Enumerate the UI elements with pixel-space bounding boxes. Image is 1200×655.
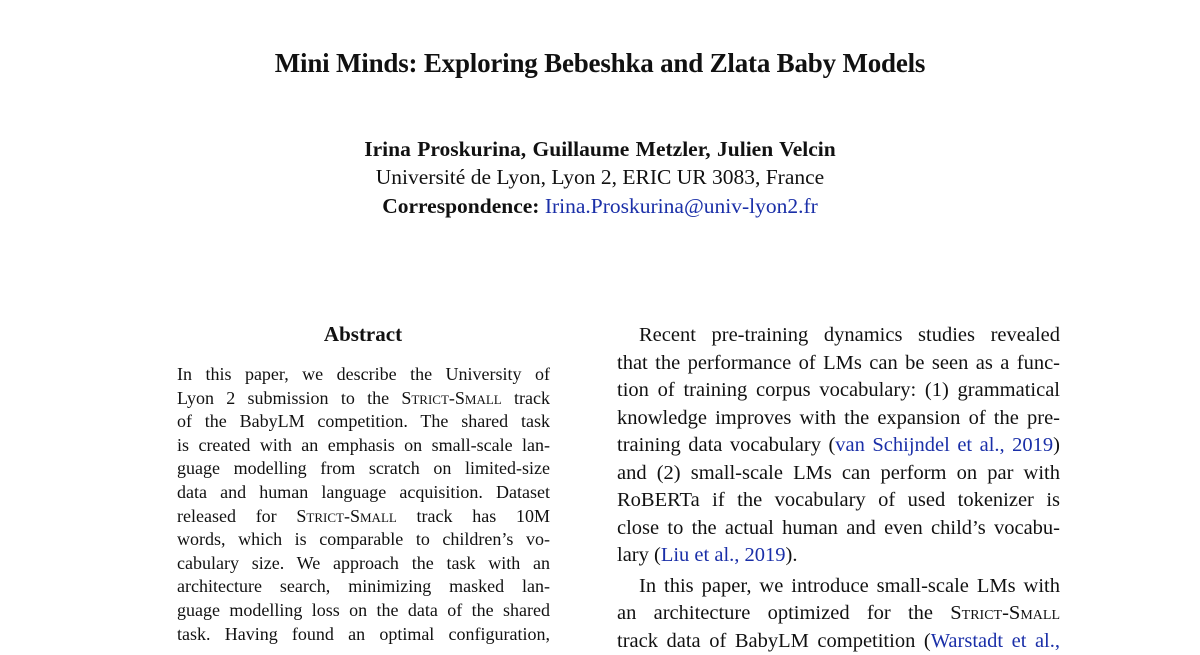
- intro-line-citation: track data of BabyLM competition (Warstadt et al.,: [617, 628, 1060, 655]
- correspondence-email-link[interactable]: Irina.Proskurina@univ-lyon2.fr: [545, 194, 818, 218]
- abstract-line: guage modelling loss on the data of the shared: [177, 599, 550, 623]
- author-list: Irina Proskurina, Guillaume Metzler, Julien Velcin: [0, 137, 1200, 162]
- intro-line: knowledge improves with the expansion of the pre-: [617, 405, 1060, 433]
- intro-line: Recent pre-training dynamics studies revealed: [617, 322, 1060, 350]
- abstract-body: [177, 363, 550, 646]
- abstract-line: cabulary size. We approach the task with an: [177, 552, 550, 576]
- affiliation: Université de Lyon, Lyon 2, ERIC UR 3083, France: [0, 165, 1200, 190]
- intro-line: RoBERTa if the vocabulary of used tokenizer is: [617, 487, 1060, 515]
- abstract-line: of the BabyLM competition. The shared task: [177, 410, 550, 434]
- abstract-line: task. Having found an optimal configuration,: [177, 623, 550, 647]
- citation-link[interactable]: Liu et al., 2019: [661, 544, 786, 566]
- intro-paragraph-1: [617, 322, 1060, 570]
- intro-line: tion of training corpus vocabulary: (1) grammatical: [617, 377, 1060, 405]
- abstract-line: Lyon 2 submission to the Strict-Small track: [177, 387, 550, 411]
- citation-link[interactable]: Warstadt et al.,: [931, 630, 1060, 652]
- abstract-line: is created with an emphasis on small-scale lan-: [177, 434, 550, 458]
- abstract-line: words, which is comparable to children’s vo-: [177, 528, 550, 552]
- intro-line-citation: training data vocabulary (van Schijndel et al., 2019): [617, 432, 1060, 460]
- intro-line: close to the actual human and even child’s vocabu-: [617, 515, 1060, 543]
- intro-line: an architecture optimized for the Strict-Small: [617, 600, 1060, 628]
- correspondence: [0, 194, 1200, 219]
- intro-line: In this paper, we introduce small-scale LMs with: [617, 573, 1060, 601]
- citation-link[interactable]: van Schijndel et al., 2019: [835, 434, 1053, 456]
- introduction-column: [617, 322, 1060, 655]
- abstract-line: data and human language acquisition. Dataset: [177, 481, 550, 505]
- intro-line: and (2) small-scale LMs can perform on par with: [617, 460, 1060, 488]
- intro-line: that the performance of LMs can be seen as a func-: [617, 350, 1060, 378]
- correspondence-label: Correspondence:: [382, 194, 539, 218]
- intro-line-citation: lary (Liu et al., 2019).: [617, 542, 1060, 570]
- intro-paragraph-2: [617, 573, 1060, 655]
- abstract-line: guage modelling from scratch on limited-size: [177, 457, 550, 481]
- abstract-line: In this paper, we describe the University of: [177, 363, 550, 387]
- paper-title: Mini Minds: Exploring Bebeshka and Zlata Baby Models: [0, 48, 1200, 79]
- abstract-line: released for Strict-Small track has 10M: [177, 505, 550, 529]
- abstract-heading: Abstract: [177, 322, 549, 347]
- abstract-line: architecture search, minimizing masked lan-: [177, 575, 550, 599]
